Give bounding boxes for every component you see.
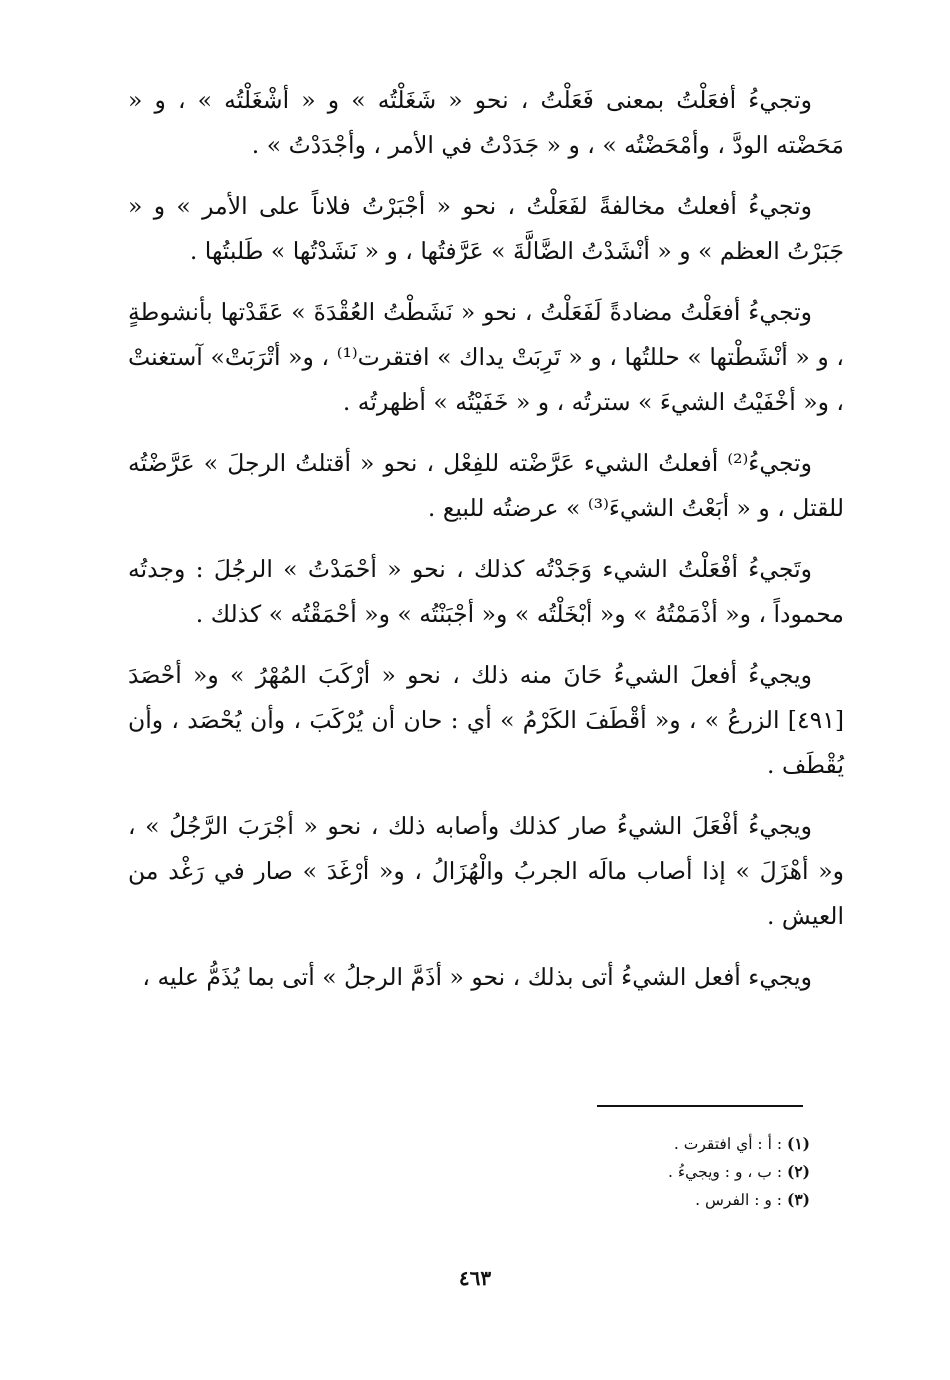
- paragraph-3: وتجيءُ أفعَلْتُ مضادةً لَفَعَلْتُ ، نحو « نَشَطْتُ العُقْدَةَ » عَقَدْتها بأنشوطةٍ ، و « أنْشَطْتها » حللتُها ، و « تَرِبَتْ يداك » افتقرت⁽¹⁾ ، و« أتْرَبَتْ» آستغنتْ ، و« أخْفَيْتُ الشيءَ » سترتُه ، و « خَفَيْتُه » أظهرتُه .: [128, 298, 844, 416]
- paragraph-1: وتجيءُ أفعَلْتُ بمعنى فَعَلْتُ ، نحو « شَغَلْتُه » و « أشْغَلْتُه » ، و « مَحَضْته الودَّ ، وأمْحَضْتُه » ، و « جَدَدْتُ في الأمر ، وأجْدَدْتُ » .: [128, 86, 844, 159]
- footnote-text: : أ : أي افتقرت .: [673, 1135, 783, 1153]
- paragraph-7: ويجيءُ أفْعَلَ الشيءُ صار كذلك وأصابه ذلك ، نحو « أجْرَبَ الرَّجُلُ » ، و« أهْزَلَ » إذا أصاب مالَه الجربُ والْهُزَالُ ، و« أرْغَدَ » صار في رَغْد من العيش .: [128, 812, 844, 930]
- footnote-number: (٣): [786, 1190, 810, 1209]
- footnote-1: [400, 1130, 810, 1158]
- footnote-number: (١): [786, 1134, 810, 1153]
- footnote-divider: [597, 1105, 803, 1107]
- page-number: ٤٦٣: [458, 1266, 492, 1290]
- footnotes: [400, 1130, 810, 1214]
- paragraph-8: ويجيء أفعل الشيءُ أتى بذلك ، نحو « أذَمَّ الرجلُ » أتى بما يُذَمُّ عليه ،: [142, 963, 812, 991]
- footnote-text: : و : الفرس .: [695, 1191, 783, 1209]
- paragraph-2: وتجيءُ أفعلتُ مخالفةً لفَعَلْتُ ، نحو « أجْبَرْتُ فلاناً على الأمر » و « جَبَرْتُ العظم » و « أنْشَدْتُ الضَّالَّةَ » عَرَّفتُها ، و « نَشَدْتُها » طَلبتُها .: [128, 192, 844, 265]
- paragraph-6: ويجيءُ أفعلَ الشيءُ حَانَ منه ذلك ، نحو « أرْكَبَ المُهْرُ » و« أحْصَدَ [٤٩١] الزرعُ » ، و« أقْطَفَ الكَرْمُ » أي : حان أن يُرْكَبَ ، وأن يُحْصَد ، وأن يُقْطَف .: [128, 661, 844, 779]
- paragraph-5: وتَجيءُ أفْعَلْتُ الشيء وَجَدْتُه كذلك ، نحو « أحْمَدْتُ » الرجُلَ : وجدتُه محموداً ، و« أذْمَمْتُهُ » و« أبْخَلْتُه » و« أجْبَنْتُه » و« أحْمَقْتُه » كذلك .: [128, 555, 844, 628]
- footnote-2: [400, 1158, 810, 1186]
- main-text-block: [128, 78, 844, 1016]
- footnote-number: (٢): [786, 1162, 810, 1181]
- footnote-3: [400, 1186, 810, 1214]
- paragraph-4: وتجيءُ⁽²⁾ أفعلتُ الشيء عَرَّضْته للفِعْل ، نحو « أقتلتُ الرجلَ » عَرَّضْتُه للقتل ، و « أبَعْتُ الشيءَ⁽³⁾ » عرضتُه للبيع .: [128, 449, 844, 522]
- footnote-text: : ب ، و : ويجيءُ .: [668, 1163, 783, 1181]
